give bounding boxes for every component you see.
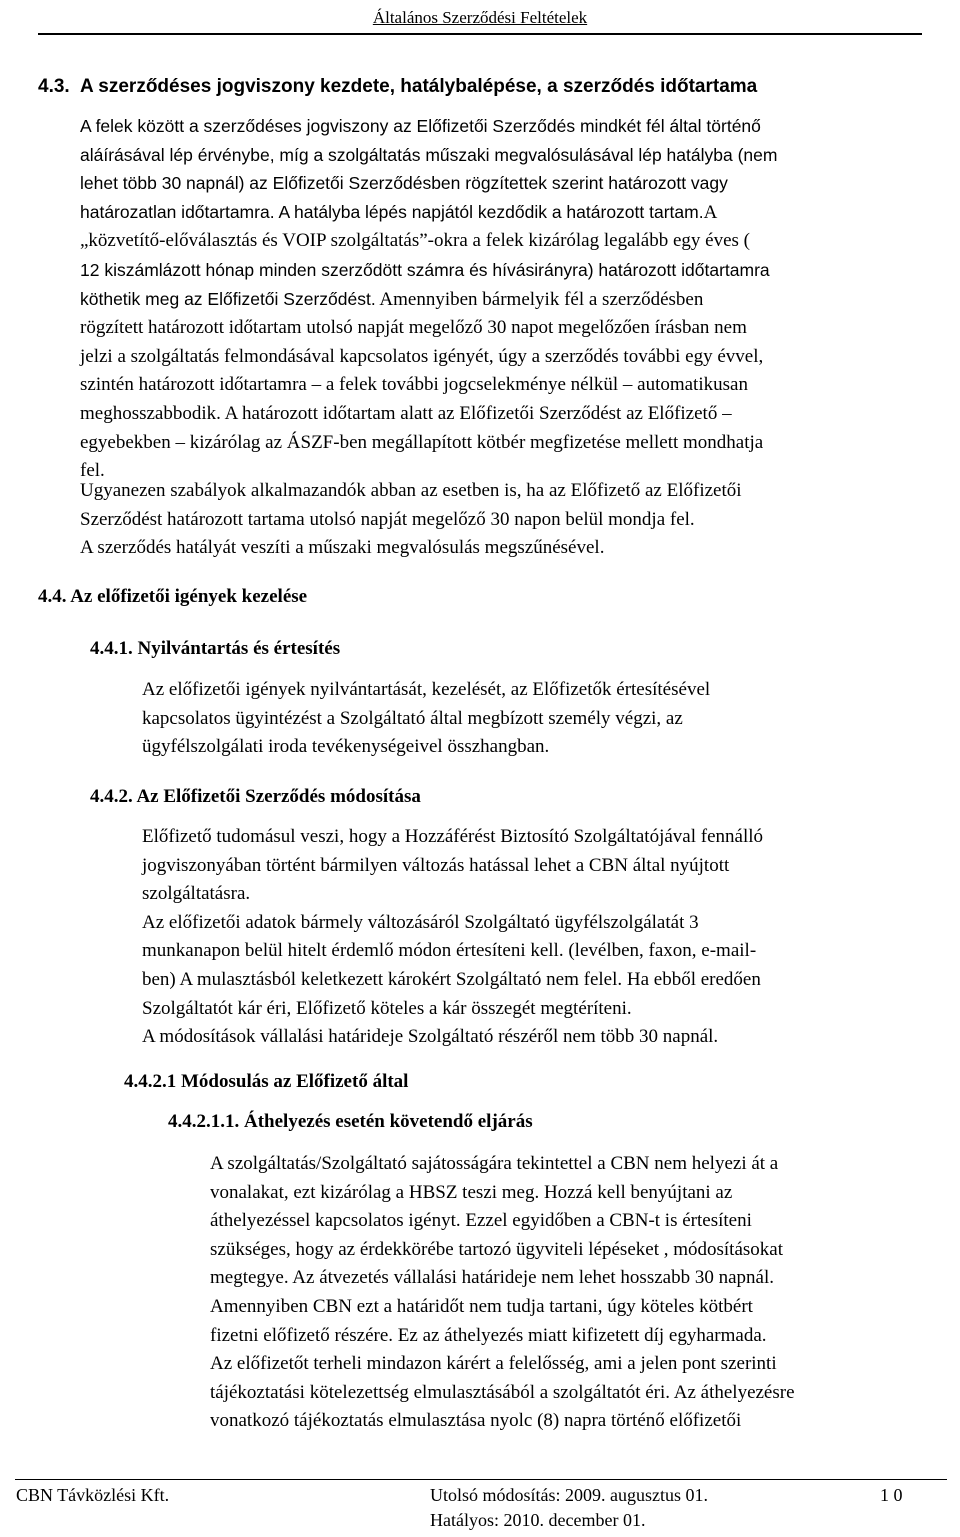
text-line: Az előfizetői igények nyilvántartását, kezelését, az Előfizetők értesítésével	[142, 679, 711, 700]
text-line: rögzített határozott időtartam utolsó napját megelőző 30 napot megelőzően írásban nem	[80, 317, 747, 339]
section-4-4-1-paragraph	[142, 676, 960, 762]
text-line-part: Amennyiben bármelyik fél a szerződésben	[375, 288, 704, 310]
text-line: Amennyiben CBN ezt a határidőt nem tudja tartani, úgy köteles kötbért	[210, 1295, 753, 1317]
section-4-4-title: 4.4. Az előfizetői igények kezelése	[38, 586, 308, 607]
section-4-4-2-1-title: 4.4.2.1 Módosulás az Előfizető által	[124, 1071, 409, 1092]
text-line-part: határozatlan időtartamra. A hatályba lépés napjától kezdődik a határozott tartam.	[80, 201, 704, 222]
text-line: megtegye. Az átvezetés vállalási határideje nem lehet hosszabb 30 napnál.	[210, 1267, 774, 1289]
text-line: szükséges, hogy az érdekkörébe tartozó ügyviteli lépéseket , módosításokat	[210, 1238, 783, 1260]
footer-last-modified: Utolsó módosítás: 2009. augusztus 01.	[430, 1485, 708, 1505]
text-line	[80, 198, 960, 228]
text-line: „közvetítő-előválasztás és VOIP szolgáltatás”-okra a felek kizárólag legalább egy éves (	[80, 230, 750, 252]
page-header	[38, 6, 922, 35]
section-4-3-paragraph-2	[80, 477, 960, 563]
text-line: jelzi a szolgáltatás felmondásával kapcsolatos igényét, úgy a szerződés további egy évvel,	[80, 345, 764, 367]
text-line: vonalakat, ezt kizárólag a HBSZ teszi meg. Hozzá kell benyújtani az	[210, 1181, 733, 1203]
text-line: Előfizető tudomásul veszi, hogy a Hozzáférést Biztosító Szolgáltatójával fennálló	[142, 826, 764, 847]
text-line	[80, 285, 960, 315]
text-line: egyebekben – kizárólag az ÁSZF-ben megállapított kötbér megfizetése mellett mondhatja	[80, 431, 764, 453]
text-line-part: köthetik meg az Előfizetői Szerződést.	[80, 288, 376, 309]
page-number: 1 0	[880, 1485, 903, 1505]
text-line: aláírásával lép érvénybe, míg a szolgáltatás műszaki megvalósulásával lép hatályba (nem	[80, 144, 778, 165]
text-line: meghosszabbodik. A határozott időtartam alatt az Előfizetői Szerződést az Előfizető –	[80, 402, 732, 424]
text-line: A felek között a szerződéses jogviszony az Előfizetői Szerződés mindkét fél által történő	[80, 116, 761, 136]
text-line: ben) A mulasztásból keletkezett károkért Szolgáltató nem felel. Ha ebből eredően	[142, 968, 761, 990]
text-line: lehet több 30 napnál) az Előfizetői Szerződésben rögzítettek szerint határozott vagy	[80, 173, 728, 194]
section-4-4-1-title: 4.4.1. Nyilvántartás és értesítés	[90, 638, 341, 659]
text-line: tájékoztatási kötelezettség elmulasztásából a szolgáltatót éri. Az áthelyezésre	[210, 1381, 795, 1403]
section-4-4-2-paragraph	[142, 823, 960, 1052]
text-line: szintén határozott időtartamra – a felek további jogcselekménye nélkül – automatikusan	[80, 374, 748, 396]
text-line: Szolgáltatót kár éri, Előfizető köteles a kár összegét megtéríteni.	[142, 997, 632, 1019]
text-line: áthelyezéssel kapcsolatos igényt. Ezzel egyidőben a CBN-t is értesíteni	[210, 1210, 752, 1232]
footer-effective-date: Hatályos: 2010. december 01.	[430, 1510, 646, 1530]
text-line: vonatkozó tájékoztatás elmulasztása nyolc (8) napra történő előfizetői	[210, 1410, 742, 1432]
text-line: Szerződést határozott tartama utolsó napját megelőző 30 napon belül mondja fel.	[80, 508, 695, 530]
section-4-3-paragraph-1	[80, 112, 960, 486]
text-line: munkanapon belül hitelt érdemlő módon értesíteni kell. (levélben, faxon, e-mail-	[142, 940, 757, 962]
text-line: Az előfizetői adatok bármely változásáról Szolgáltató ügyfélszolgálatát 3	[142, 911, 699, 933]
text-line: fel.	[80, 460, 105, 482]
text-line: Az előfizetőt terheli mindazon kárért a felelősség, ami a jelen pont szerinti	[210, 1353, 777, 1375]
section-4-3-number: 4.3.	[38, 76, 70, 97]
text-line: kapcsolatos ügyintézést a Szolgáltató által megbízott személy végzi, az	[142, 707, 683, 729]
section-4-4-2-1-1-paragraph	[210, 1150, 960, 1436]
footer-divider	[15, 1479, 947, 1480]
text-line: jogviszonyában történt bármilyen változás hatással lehet a CBN által nyújtott	[142, 854, 730, 876]
section-4-3-title: A szerződéses jogviszony kezdete, hatálybalépése, a szerződés időtartama	[80, 76, 758, 97]
text-line: fizetni előfizető részére. Ez az áthelyezés miatt kifizetett díj egyharmada.	[210, 1324, 767, 1346]
footer-company: CBN Távközlési Kft.	[16, 1485, 170, 1505]
text-line: szolgáltatásra.	[142, 883, 251, 905]
text-line: A módosítások vállalási határideje Szolgáltató részéről nem több 30 napnál.	[142, 1026, 719, 1048]
section-4-4-2-title: 4.4.2. Az Előfizetői Szerződés módosítása	[90, 786, 421, 807]
text-line: 12 kiszámlázott hónap minden szerződött számra és hívásirányra) határozott időtartamra	[80, 259, 770, 280]
document-title: Általános Szerződési Feltételek	[372, 8, 588, 27]
text-line: Ugyanezen szabályok alkalmazandók abban az esetben is, ha az Előfizető az Előfizetői	[80, 480, 742, 501]
section-4-4-2-1-1-title: 4.4.2.1.1. Áthelyezés esetén követendő eljárás	[168, 1111, 533, 1132]
text-line-part: A	[703, 201, 718, 223]
text-line: A szerződés hatályát veszíti a műszaki megvalósulás megszűnésével.	[80, 537, 605, 559]
text-line: ügyfélszolgálati iroda tevékenységeivel összhangban.	[142, 736, 550, 758]
text-line: A szolgáltatás/Szolgáltató sajátosságára tekintettel a CBN nem helyezi át a	[210, 1153, 779, 1174]
